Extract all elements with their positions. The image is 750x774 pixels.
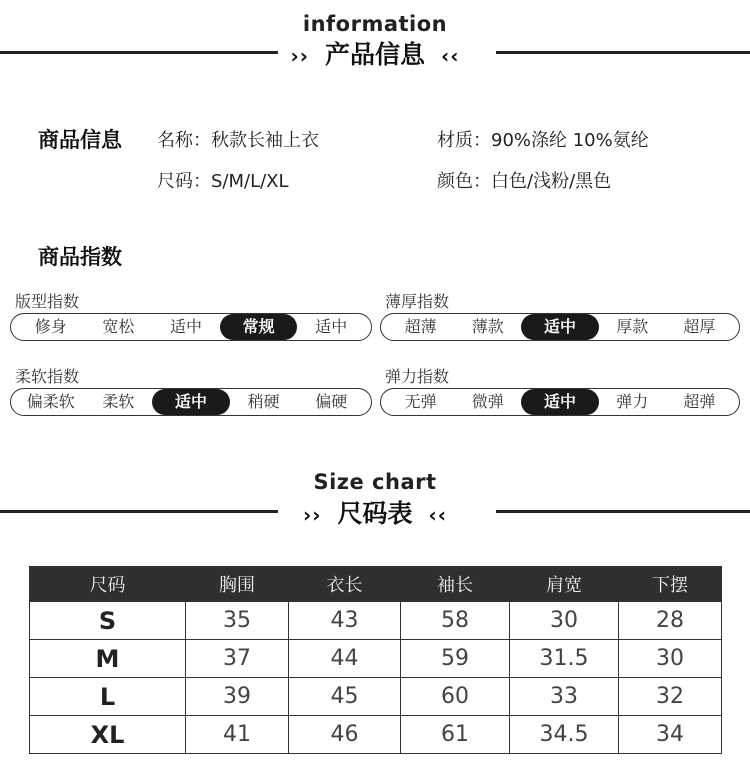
index-option: 适中 (169, 317, 202, 336)
table-header-cell: 衣长 (289, 567, 401, 602)
product-info-title: 商品信息 (38, 128, 122, 152)
table-row (30, 640, 722, 678)
measure-cell: 28 (619, 602, 722, 640)
index-option: 偏柔软 (26, 392, 75, 411)
table-row (30, 602, 722, 640)
size-table (29, 566, 722, 754)
index-scale (380, 313, 740, 341)
measure-cell: 34 (619, 716, 722, 754)
product-index-title: 商品指数 (38, 245, 122, 269)
measure-cell: 45 (289, 678, 401, 716)
measure-cell: 39 (186, 678, 289, 716)
index-option: 弹力 (616, 392, 649, 411)
left-arrow-icon: ›› (290, 44, 317, 68)
index-option: 宽松 (102, 317, 135, 336)
index-option: 超弹 (683, 392, 716, 411)
measure-cell: 59 (401, 640, 510, 678)
index-label: 版型指数 (15, 292, 80, 311)
index-option-selected: 常规 (220, 314, 298, 340)
measure-cell: 60 (401, 678, 510, 716)
size-cell: L (30, 678, 186, 716)
table-header-cell: 袖长 (401, 567, 510, 602)
product-material: 材质：90%涤纶 10%氨纶 (437, 130, 649, 151)
table-row (30, 678, 722, 716)
table-header-cell: 胸围 (186, 567, 289, 602)
table-header-cell: 下摆 (619, 567, 722, 602)
index-option: 超薄 (404, 317, 437, 336)
index-option-selected: 适中 (521, 314, 598, 340)
section-title-en: information (302, 12, 448, 36)
index-scale (10, 313, 372, 341)
index-option: 适中 (315, 317, 348, 336)
section-title-cn: ›› 产品信息 ‹‹ (290, 40, 460, 69)
measure-cell: 34.5 (510, 716, 619, 754)
table-header-cell: 尺码 (30, 567, 186, 602)
index-option: 稍硬 (247, 392, 280, 411)
size-cell: XL (30, 716, 186, 754)
index-option: 超厚 (683, 317, 716, 336)
index-option-selected: 适中 (152, 389, 230, 415)
index-option: 无弹 (404, 392, 437, 411)
right-arrow-icon: ‹‹ (433, 44, 460, 68)
index-option-selected: 适中 (521, 389, 598, 415)
index-option: 微弹 (471, 392, 504, 411)
index-option: 偏硬 (315, 392, 348, 411)
product-colors: 颜色：白色/浅粉/黑色 (437, 171, 612, 192)
index-label: 薄厚指数 (385, 292, 450, 311)
measure-cell: 33 (510, 678, 619, 716)
measure-cell: 58 (401, 602, 510, 640)
measure-cell: 35 (186, 602, 289, 640)
table-row (30, 716, 722, 754)
measure-cell: 46 (289, 716, 401, 754)
index-option: 薄款 (471, 317, 504, 336)
measure-cell: 41 (186, 716, 289, 754)
index-scale (380, 388, 740, 416)
section-title-cn: ›› 尺码表 ‹‹ (303, 499, 447, 528)
measure-cell: 43 (289, 602, 401, 640)
index-option: 厚款 (616, 317, 649, 336)
index-option: 修身 (34, 317, 67, 336)
measure-cell: 32 (619, 678, 722, 716)
measure-cell: 30 (619, 640, 722, 678)
index-label: 柔软指数 (15, 367, 80, 386)
index-scale (10, 388, 372, 416)
size-cell: S (30, 602, 186, 640)
product-sizes: 尺码：S/M/L/XL (157, 171, 289, 192)
measure-cell: 61 (401, 716, 510, 754)
table-header-row (30, 567, 722, 602)
measure-cell: 37 (186, 640, 289, 678)
section-title-en: Size chart (313, 470, 437, 494)
measure-cell: 44 (289, 640, 401, 678)
index-option: 柔软 (102, 392, 135, 411)
left-arrow-icon: ›› (303, 503, 330, 527)
size-cell: M (30, 640, 186, 678)
product-name: 名称：秋款长袖上衣 (157, 130, 319, 151)
measure-cell: 30 (510, 602, 619, 640)
measure-cell: 31.5 (510, 640, 619, 678)
index-label: 弹力指数 (385, 367, 450, 386)
table-header-cell: 肩宽 (510, 567, 619, 602)
right-arrow-icon: ‹‹ (420, 503, 447, 527)
